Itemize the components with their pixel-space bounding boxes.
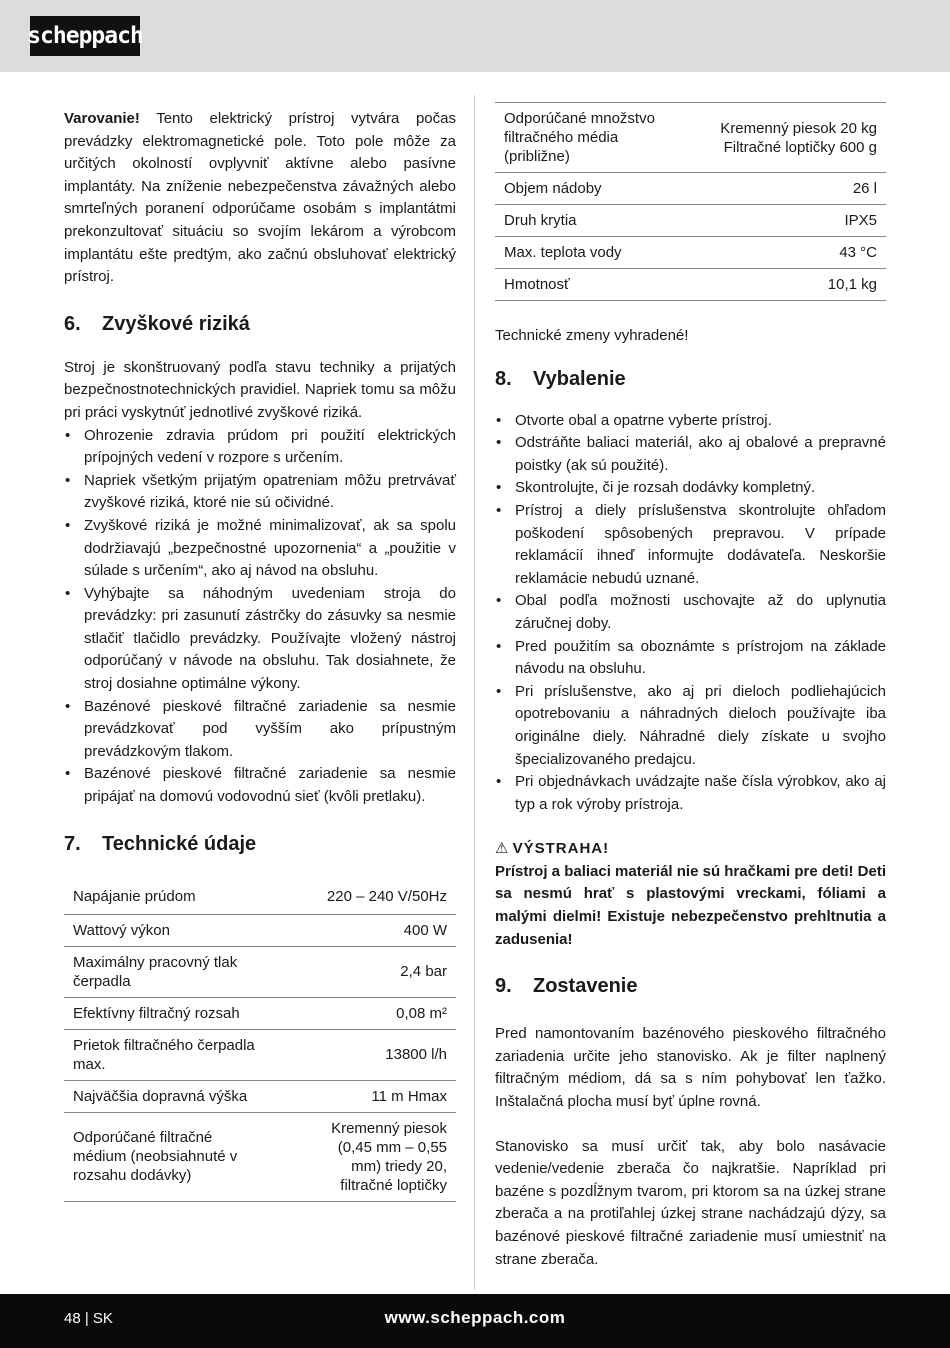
- tech-label: Max. teplota vody: [495, 237, 683, 269]
- tech-label: Efektívny filtračný rozsah: [64, 997, 267, 1029]
- list-item: • Zvyškové riziká je možné minimalizovať, ak sa spolu dodržiavajú „bezpečnostné upozornenia“ a „použitie v súlade s určením“, ako aj návod na obsluhu.: [64, 515, 456, 583]
- tech-value: IPX5: [683, 205, 886, 237]
- section-6-intro: Stroj je skonštruovaný podľa stavu techniky a prijatých bezpečnostnotechnických pravidiel. Napriek tomu sa môžu pri práci vyskytnúť jednotlivé zvyškové riziká.: [64, 358, 456, 421]
- tech-value: 400 W: [267, 914, 456, 946]
- table-row: [495, 173, 886, 205]
- table-row: [495, 237, 886, 269]
- section-9-heading: [495, 973, 886, 999]
- brand-logo: scheppach: [30, 16, 140, 56]
- tech-label: Maximálny pracovný tlak čerpadla: [64, 946, 267, 997]
- warning-triangle-icon: ⚠: [495, 840, 509, 858]
- section-8-number: 8.: [495, 367, 512, 390]
- list-item: • Obal podľa možnosti uschovajte až do uplynutia záručnej doby.: [495, 590, 886, 635]
- tech-value: 220 – 240 V/50Hz: [267, 875, 456, 915]
- section-9-title: Zostavenie: [533, 975, 638, 998]
- tech-label: Odporúčané množstvo filtračného média (približne): [495, 103, 683, 173]
- tech-value: 26 l: [683, 173, 886, 205]
- page-number: 48 | SK: [64, 1310, 113, 1327]
- table-row: [64, 1112, 456, 1201]
- list-item: • Bazénové pieskové filtračné zariadenie sa nesmie prevádzkovať pod vyšším ako prípustným prevádzkovým tlakom.: [64, 696, 456, 764]
- tech-value: 0,08 m²: [267, 997, 456, 1029]
- unpacking-list: [495, 410, 886, 817]
- tech-value: 13800 l/h: [267, 1029, 456, 1080]
- section-7-number: 7.: [64, 832, 81, 855]
- em-warning-label: Varovanie!: [64, 110, 140, 127]
- child-warning-text: Prístroj a baliaci materiál nie sú hračkami pre deti! Deti sa nesmú hrať s plastovými vreckami, fóliami a malými dielmi! Existuje nebezpečenstvo prehltnutia a zadusenia!: [495, 862, 886, 948]
- warning-title: VÝSTRAHA!: [512, 840, 610, 858]
- tech-value: Kremenný piesok (0,45 mm – 0,55 mm) triedy 20, filtračné loptičky: [267, 1112, 456, 1201]
- table-row: [64, 997, 456, 1029]
- table-row: [495, 269, 886, 301]
- section-6-heading: [64, 311, 456, 337]
- section-8-heading: [495, 366, 886, 392]
- tech-label: Odporúčané filtračné médium (neobsiahnuté v rozsahu dodávky): [64, 1112, 267, 1201]
- list-item: • Pri príslušenstve, ako aj pri dieloch podliehajúcich opotrebovaniu a náhradných dieloch používajte iba originálne diely. Náhradné diely získate u svojho špecializovaného predajcu.: [495, 681, 886, 771]
- tech-data-table-continued: [495, 102, 886, 301]
- warning-heading: [495, 838, 886, 861]
- list-item: • Prístroj a diely príslušenstva skontrolujte ohľadom poškodení spôsobených prepravou. V prípade reklamácií ihneď informujte dodávateľa. Neskoršie reklamácie nebudú uznané.: [495, 500, 886, 590]
- section-7-heading: [64, 831, 456, 857]
- list-item: • Ohrozenie zdravia prúdom pri použití elektrických prípojných vedení v rozpore s určením.: [64, 425, 456, 470]
- table-row: [64, 875, 456, 915]
- tech-label: Prietok filtračného čerpadla max.: [64, 1029, 267, 1080]
- list-item: • Vyhýbajte sa náhodným uvedeniam stroja do prevádzky: pri zasunutí zástrčky do zásuvky sa nesmie stlačiť tlačidlo prevádzky. Používajte vložený nástroj odporúčaný v návode na obsluhu. Tak dosiahnete, že stroj dosiahne optimálne výkony.: [64, 583, 456, 696]
- footer-bar: [0, 1294, 950, 1348]
- assembly-paragraph-1: Pred namontovaním bazénového pieskového filtračného zariadenia určite jeho stanovisko. Ak je filter naplnený filtračným médiom, dá sa s ním pohybovať len ťažko. Inštalačná plocha musí byť úplne rovná.: [495, 1025, 886, 1111]
- tech-value: 10,1 kg: [683, 269, 886, 301]
- list-item: • Pred použitím sa oboznámte s prístrojom na základe návodu na obsluhu.: [495, 636, 886, 681]
- website-link[interactable]: www.scheppach.com: [384, 1308, 566, 1327]
- tech-data-table: [64, 875, 456, 1202]
- tech-value: 2,4 bar: [267, 946, 456, 997]
- header-bar: [0, 0, 950, 72]
- tech-label: Druh krytia: [495, 205, 683, 237]
- table-row: [64, 1080, 456, 1112]
- section-9-number: 9.: [495, 975, 512, 998]
- tech-value: 43 °C: [683, 237, 886, 269]
- residual-risk-list: [64, 425, 456, 809]
- tech-label: Najväčšia dopravná výška: [64, 1080, 267, 1112]
- section-6-number: 6.: [64, 312, 81, 335]
- table-row: [495, 205, 886, 237]
- left-column: [64, 108, 456, 1202]
- em-warning-text: Tento elektrický prístroj vytvára počas prevádzky elektromagnetické pole. Toto pole môže za určitých okolností ovplyvniť aktívne alebo pasívne implantáty. Na zníženie nebezpečenstva závažných alebo smrteľných poranení odporúčame osobám s implantátmi prekonzultovať situáciu so svojím lekárom a výrobcom implantátu ešte predtým, ako začnú obsluhovať elektrický prístroj.: [64, 110, 456, 286]
- list-item: • Bazénové pieskové filtračné zariadenie sa nesmie pripájať na domovú vodovodnú sieť (kvôli pretlaku).: [64, 763, 456, 808]
- right-column: [495, 102, 886, 1271]
- tech-label: Napájanie prúdom: [64, 875, 267, 915]
- table-row: [64, 1029, 456, 1080]
- list-item: • Otvorte obal a opatrne vyberte prístroj.: [495, 410, 886, 433]
- assembly-paragraph-2: Stanovisko sa musí určiť tak, aby bolo nasávacie vedenie/vedenie zberača čo najkratšie. Napríklad pri bazéne s pozdĺžnym tvarom, pri ktorom sa na úzkej strane zberača a na protiľahlej úzkej strane nachádzajú dýzy, sa bazénové pieskové filtračné zariadenie musí umiestniť na strane zberača.: [495, 1137, 886, 1268]
- tech-value: 11 m Hmax: [267, 1080, 456, 1112]
- table-row: [64, 914, 456, 946]
- list-item: • Skontrolujte, či je rozsah dodávky kompletný.: [495, 477, 886, 500]
- tech-changes-note: Technické zmeny vyhradené!: [495, 327, 689, 344]
- list-item: • Napriek všetkým prijatým opatreniam môžu pretrvávať zvyškové riziká, ktoré nie sú očividné.: [64, 470, 456, 515]
- table-row: [64, 946, 456, 997]
- table-row: [495, 103, 886, 173]
- section-7-title: Technické údaje: [102, 832, 257, 855]
- list-item: • Odstráňte baliaci materiál, ako aj obalové a prepravné poistky (ak sú použité).: [495, 432, 886, 477]
- tech-value: Kremenný piesok 20 kg Filtračné loptičky 600 g: [683, 103, 886, 173]
- section-8-title: Vybalenie: [533, 367, 626, 390]
- list-item: • Pri objednávkach uvádzajte naše čísla výrobkov, ako aj typ a rok výroby prístroja.: [495, 771, 886, 816]
- section-6-title: Zvyškové riziká: [102, 312, 250, 335]
- em-warning-paragraph: [64, 108, 456, 289]
- tech-label: Wattový výkon: [64, 914, 267, 946]
- tech-label: Objem nádoby: [495, 173, 683, 205]
- column-divider: [474, 95, 475, 1290]
- tech-label: Hmotnosť: [495, 269, 683, 301]
